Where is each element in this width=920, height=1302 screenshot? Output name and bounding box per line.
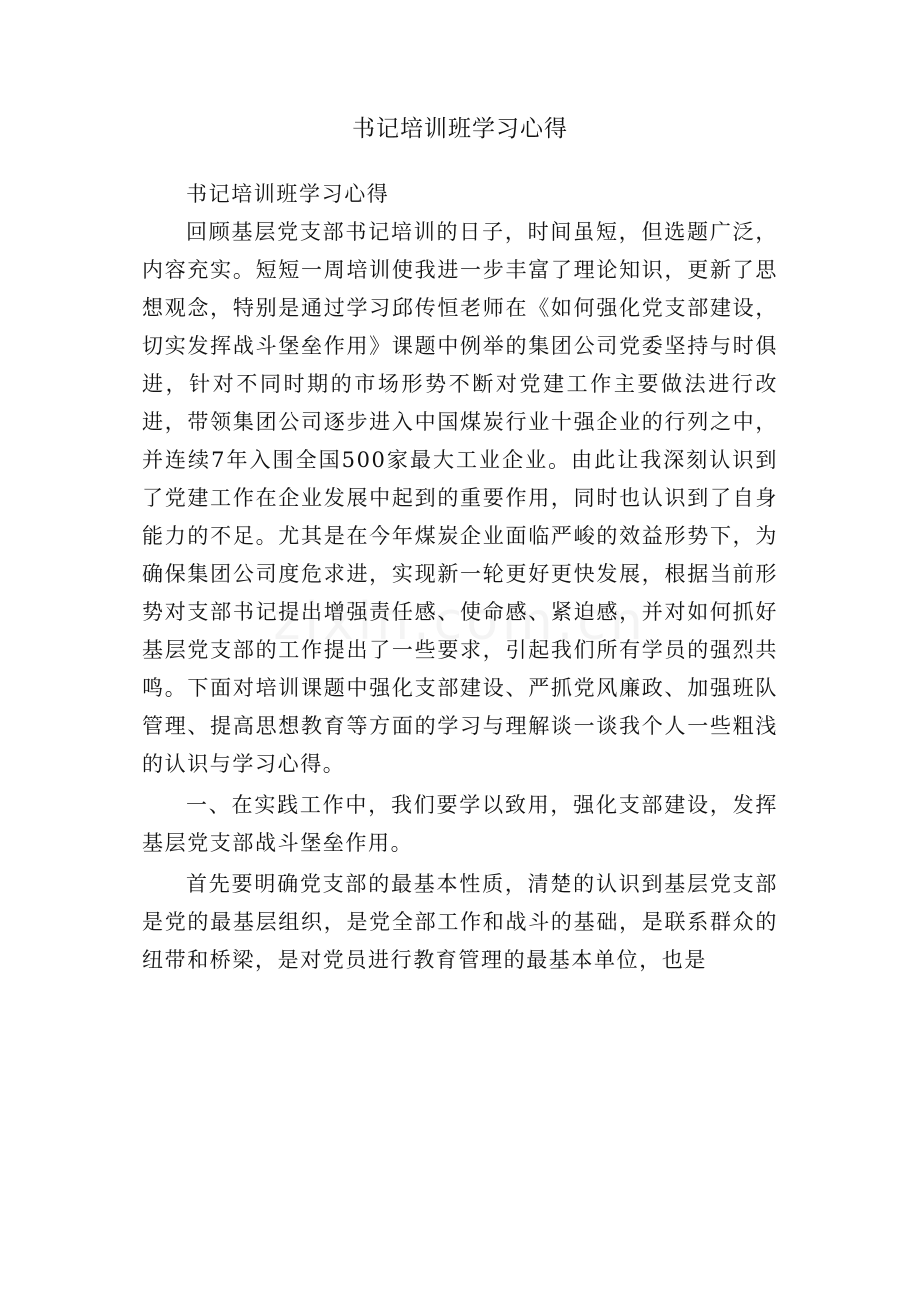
- document-body: [142, 175, 778, 979]
- paragraph-subtitle: 书记培训班学习心得: [186, 182, 390, 206]
- document-title: 书记培训班学习心得: [352, 116, 568, 142]
- paragraph-section-one-heading: 一、在实践工作中，我们要学以致用，强化支部建设，发挥基层党支部战斗堡垒作用。: [142, 793, 778, 855]
- paragraph-intro: 回顾基层党支部书记培训的日子，时间虽短，但选题广泛，内容充实。短短一周培训使我进一步丰富了理论知识，更新了思想观念，特别是通过学习邱传恒老师在《如何强化党支部建设，切实发挥战斗堡垒作用》课题中例举的集团公司党委坚持与时俱进，针对不同时期的市场形势不断对党建工作主要做法进行改进，带领集团公司逐步进入中国煤炭行业十强企业的行列之中，并连续7年入围全国500家最大工业企业。由此让我深刻认识到了党建工作在企业发展中起到的重要作用，同时也认识到了自身能力的不足。尤其是在今年煤炭企业面临严峻的效益形势下，为确保集团公司度危求进，实现新一轮更好更快发展，根据当前形势对支部书记提出增强责任感、使命感、紧迫感，并对如何抓好基层党支部的工作提出了一些要求，引起我们所有学员的强烈共鸣。下面对培训课题中强化支部建设、严抓党风廉政、加强班队管理、提高思想教育等方面的学习与理解谈一谈我个人一些粗浅的认识与学习心得。: [142, 220, 778, 776]
- paragraph-section-one-body: 首先要明确党支部的最基本性质，清楚的认识到基层党支部是党的最基层组织，是党全部工作和战斗的基础，是联系群众的纽带和桥梁，是对党员进行教育管理的最基本单位，也是: [142, 872, 778, 972]
